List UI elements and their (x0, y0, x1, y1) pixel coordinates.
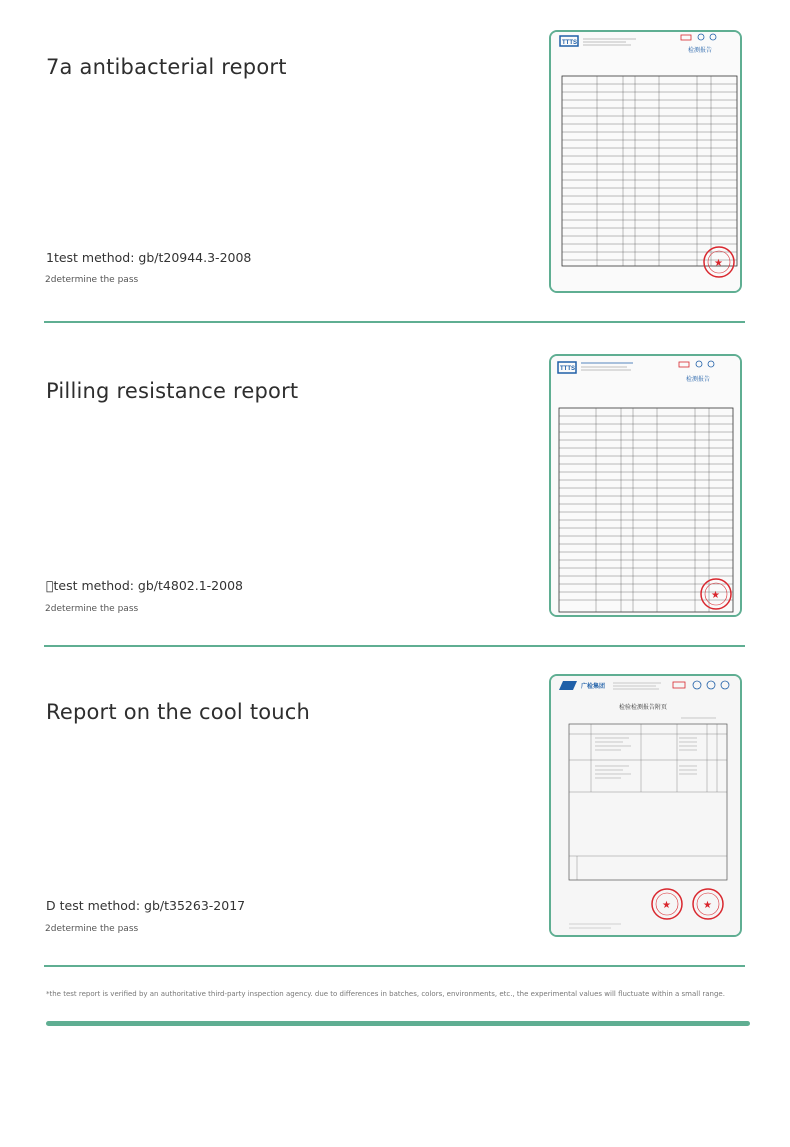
test-method: D test method: gb/t35263-2017 (46, 898, 246, 913)
bottom-accent-bar (46, 1021, 750, 1026)
test-method:  test method: gb/t4802.1-2008 (46, 578, 243, 593)
svg-text:★: ★ (703, 900, 712, 911)
doc-heading: 检测报告 (686, 376, 711, 383)
doc-heading: 检验检测报告附页 (619, 704, 668, 711)
doc-logo-text: TTTS (560, 366, 575, 372)
determine-text: 2determine the pass (45, 275, 139, 285)
section-title: Report on the cool touch (46, 700, 311, 724)
doc-logo-text: TTTS (562, 40, 577, 46)
determine-text: 2determine the pass (45, 604, 139, 614)
doc-heading: 检测报告 (688, 47, 713, 54)
report-document-image (549, 674, 742, 937)
doc-logo-text: 广检集团 (581, 683, 606, 690)
section-divider (44, 965, 745, 967)
svg-text:★: ★ (711, 590, 720, 601)
svg-text:★: ★ (714, 258, 723, 269)
report-document-graphic (551, 676, 740, 935)
footnote-disclaimer: *the test report is verified by an authoritative third-party inspection agency. due to differences in batches, colors, environments, etc., the experimental values will fluctuate within a small range. (46, 990, 725, 998)
section-title: Pilling resistance report (46, 379, 299, 403)
determine-text: 2determine the pass (45, 924, 139, 934)
section-title: 7a antibacterial report (46, 55, 287, 79)
test-method: 1test method: gb/t20944.3-2008 (46, 250, 252, 265)
svg-text:★: ★ (662, 900, 671, 911)
